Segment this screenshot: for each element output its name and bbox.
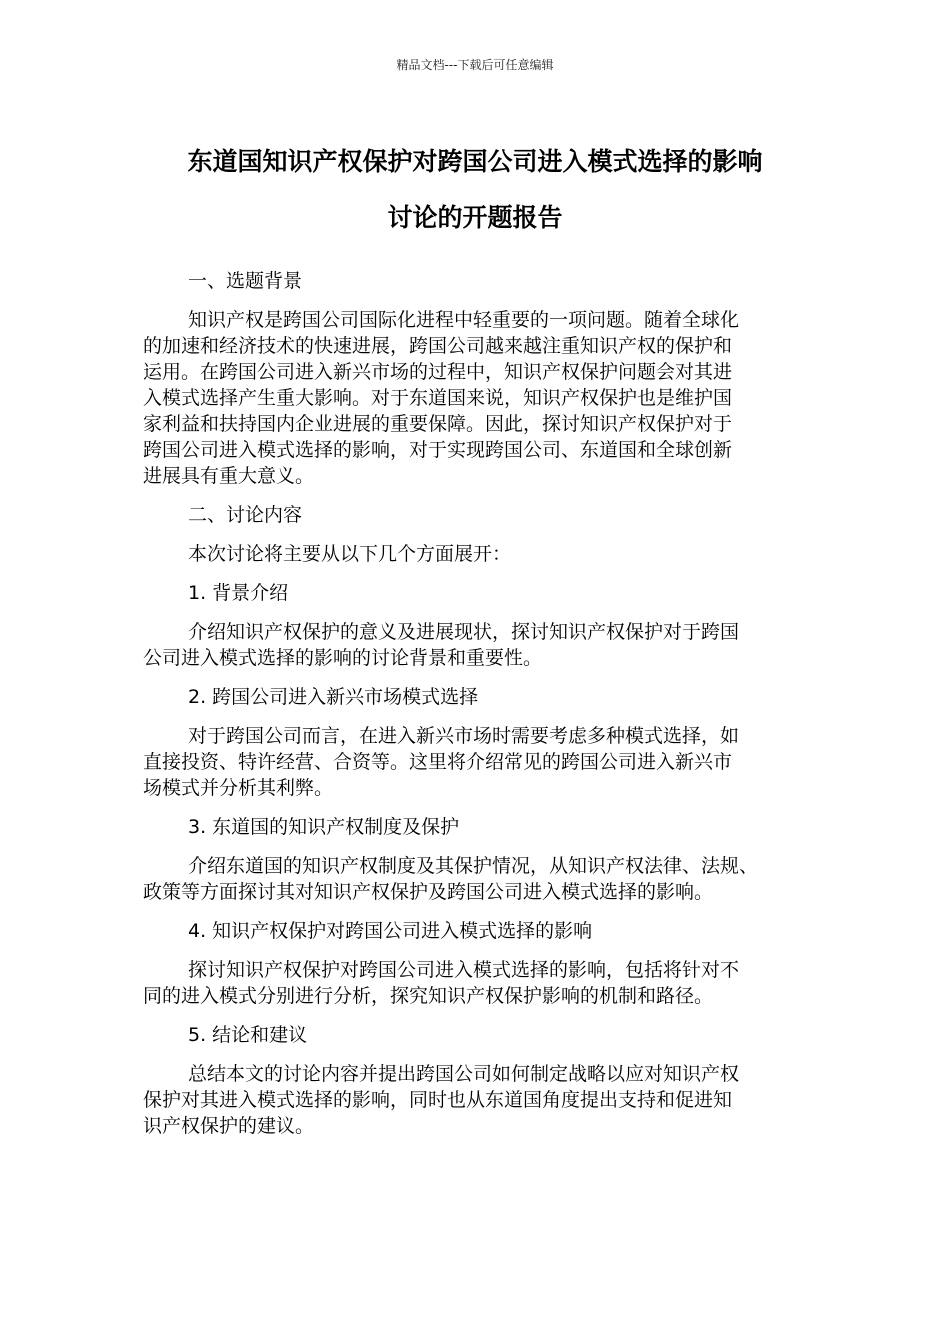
text-line: 介绍知识产权保护的意义及进展现状，探讨知识产权保护对于跨国 — [188, 621, 740, 643]
text-line: 保护对其进入模式选择的影响，同时也从东道国角度提出支持和促进知 — [143, 1089, 733, 1111]
text-line: 同的进入模式分别进行分析，探究知识产权保护影响的机制和路径。 — [143, 985, 714, 1007]
paragraph-background — [143, 307, 798, 489]
document-body — [143, 268, 798, 1152]
text-line: 对于跨国公司而言，在进入新兴市场时需要考虑多种模式选择，如 — [188, 725, 740, 747]
text-line: 运用。在跨国公司进入新兴市场的过程中，知识产权保护问题会对其进 — [143, 361, 733, 383]
text-line: 家利益和扶持国内企业进展的重要保障。因此，探讨知识产权保护对于 — [143, 413, 733, 435]
paragraph-item-4 — [143, 957, 798, 1009]
section-heading-research-content: 二、讨论内容 — [188, 504, 303, 526]
text-line: 进展具有重大意义。 — [143, 465, 315, 487]
text-line: 探讨知识产权保护对跨国公司进入模式选择的影响，包括将针对不 — [188, 959, 740, 981]
text-line: 知识产权是跨国公司国际化进程中轻重要的一项问题。随着全球化 — [188, 309, 740, 331]
item-heading-1: 1. 背景介绍 — [188, 582, 289, 604]
paragraph-item-2 — [143, 723, 798, 801]
text-line: 政策等方面探讨其对知识产权保护及跨国公司进入模式选择的影响。 — [143, 881, 714, 903]
research-content-intro: 本次讨论将主要从以下几个方面展开： — [188, 543, 512, 565]
text-line: 的加速和经济技术的快速进展，跨国公司越来越注重知识产权的保护和 — [143, 335, 733, 357]
title-line-2: 讨论的开题报告 — [387, 203, 563, 232]
item-heading-3: 3. 东道国的知识产权制度及保护 — [188, 816, 460, 838]
text-line: 直接投资、特许经营、合资等。这里将介绍常见的跨国公司进入新兴市 — [143, 751, 733, 773]
paragraph-item-5 — [143, 1061, 798, 1139]
text-line: 介绍东道国的知识产权制度及其保护情况，从知识产权法律、法规、 — [188, 855, 759, 877]
paragraph-item-1 — [143, 619, 798, 671]
section-heading-background: 一、选题背景 — [188, 270, 303, 292]
text-line: 识产权保护的建议。 — [143, 1115, 315, 1137]
document-title — [140, 134, 810, 246]
item-heading-2: 2. 跨国公司进入新兴市场模式选择 — [188, 686, 479, 708]
text-line: 场模式并分析其利弊。 — [143, 777, 334, 799]
title-line-1: 东道国知识产权保护对跨国公司进入模式选择的影响 — [187, 147, 763, 176]
paragraph-item-3 — [143, 853, 798, 905]
text-line: 总结本文的讨论内容并提出跨国公司如何制定战略以应对知识产权 — [188, 1063, 740, 1085]
item-heading-5: 5. 结论和建议 — [188, 1024, 308, 1046]
text-line: 入模式选择产生重大影响。对于东道国来说，知识产权保护也是维护国 — [143, 387, 733, 409]
header-note: 精品文档---下载后可任意编辑 — [396, 58, 554, 72]
text-line: 公司进入模式选择的影响的讨论背景和重要性。 — [143, 647, 543, 669]
item-heading-4: 4. 知识产权保护对跨国公司进入模式选择的影响 — [188, 920, 593, 942]
text-line: 跨国公司进入模式选择的影响，对于实现跨国公司、东道国和全球创新 — [143, 439, 733, 461]
